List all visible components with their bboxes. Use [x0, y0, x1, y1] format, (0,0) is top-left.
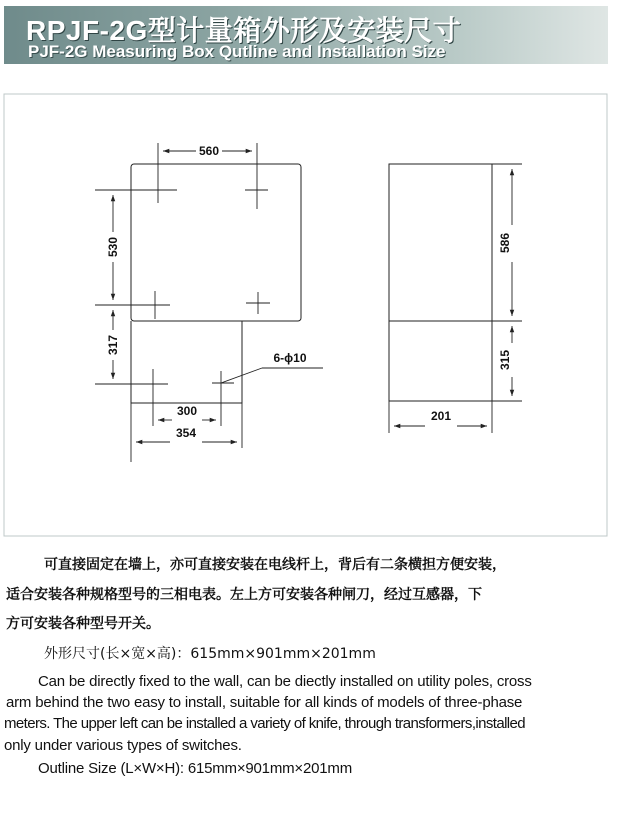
drawing-frame	[4, 94, 607, 536]
holes-callout	[221, 351, 323, 383]
title-english: PJF-2G Measuring Box Qutline and Installation Size	[28, 42, 446, 61]
dimension-530	[95, 190, 143, 305]
dimension-560-label: 560	[198, 144, 220, 158]
dimension-560	[158, 143, 257, 180]
outline-size-en: Outline Size (L×W×H): 615mm×901mm×201mm	[38, 760, 352, 777]
dimension-586	[492, 164, 522, 321]
hole-cross-top-left	[143, 178, 177, 203]
dimension-300-label: 300	[176, 404, 198, 418]
dimension-530-label: 530	[106, 236, 120, 258]
hole-cross-mid-left	[140, 291, 170, 319]
dimension-317	[95, 310, 138, 384]
description-cn-line-1: 可直接固定在墙上，亦可直接安装在电线杆上，背后有二条横担方便安装，	[44, 557, 506, 573]
hole-cross-top-right	[245, 180, 268, 209]
dimension-201	[389, 401, 492, 433]
dimension-354-label: 354	[175, 426, 197, 440]
side-view-body	[389, 164, 492, 401]
description-cn-line-2: 适合安装各种规格型号的三相电表。左上方可安装各种闸刀，经过互感器，下	[6, 587, 482, 603]
description-en-line-1: Can be directly fixed to the wall, can be diectly installed on utility poles, cross	[38, 673, 532, 690]
dimension-315-label: 315	[498, 349, 512, 371]
dimension-586-label: 586	[498, 232, 512, 254]
dimension-201-label: 201	[430, 409, 452, 423]
description-en-line-3: meters. The upper left can be installed a variety of knife, through transformers,installed	[4, 715, 526, 732]
dimension-315	[492, 326, 522, 401]
outline-size-cn: 外形尺寸(长×宽×高)：615mm×901mm×201mm	[44, 646, 376, 662]
hole-cross-mid-right	[246, 292, 270, 314]
description-en-line-2: arm behind the two easy to install, suitable for all kinds of models of three-phase	[6, 694, 523, 711]
hole-cross-bottom-left	[138, 369, 168, 397]
holes-callout-label: 6-ϕ10	[273, 351, 307, 365]
dimension-300	[153, 395, 221, 426]
description-en-line-4: only under various types of switches.	[4, 737, 242, 754]
description-cn-line-3: 方可安装各种型号开关。	[6, 616, 160, 632]
hole-cross-bottom-right	[212, 371, 234, 395]
front-view-body	[131, 164, 301, 321]
front-view-lower-section	[131, 321, 242, 403]
dimension-317-label: 317	[106, 334, 120, 356]
title-chinese: RPJF-2G型计量箱外形及安装尺寸	[26, 15, 462, 46]
